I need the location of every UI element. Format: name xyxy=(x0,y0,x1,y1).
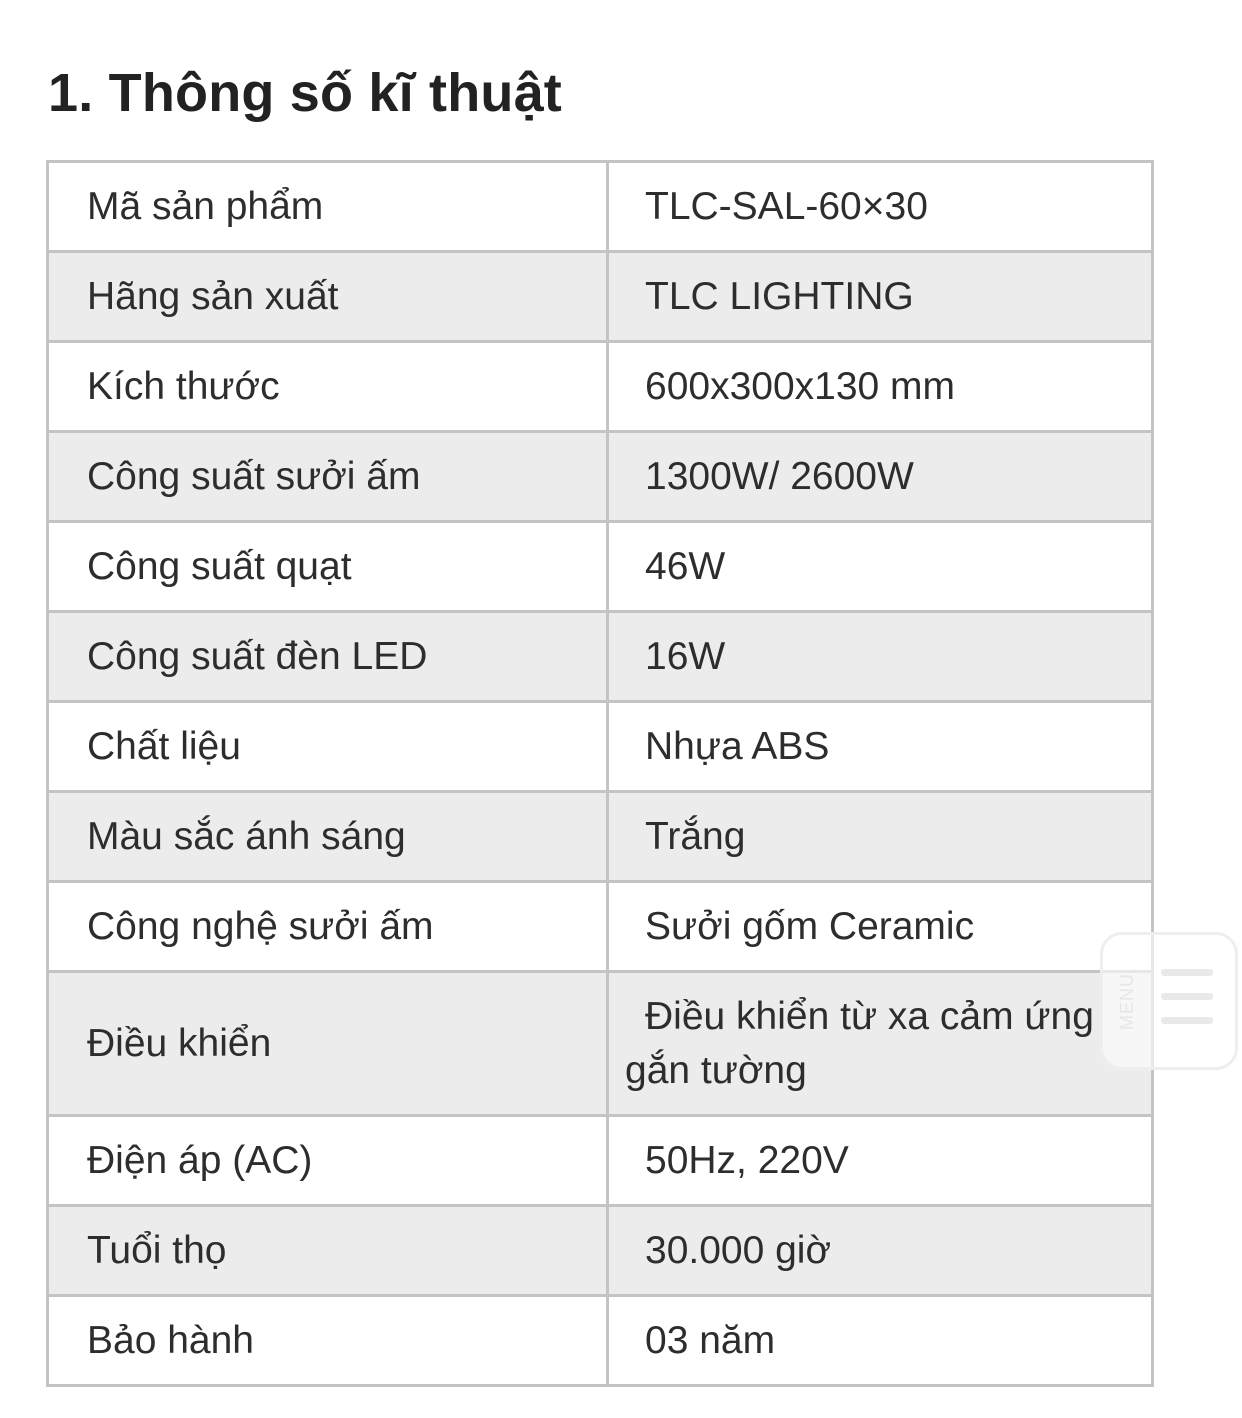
spec-label: Công suất đèn LED xyxy=(48,612,608,702)
spec-label: Kích thước xyxy=(48,342,608,432)
spec-label: Điện áp (AC) xyxy=(48,1116,608,1206)
spec-label: Mã sản phẩm xyxy=(48,162,608,252)
spec-value: 16W xyxy=(608,612,1153,702)
spec-value: Sưởi gốm Ceramic xyxy=(608,882,1153,972)
spec-label: Công suất quạt xyxy=(48,522,608,612)
spec-label: Màu sắc ánh sáng xyxy=(48,792,608,882)
spec-value: Trắng xyxy=(608,792,1153,882)
table-row xyxy=(48,1116,1153,1206)
spec-value: 30.000 giờ xyxy=(608,1206,1153,1296)
page-title: 1. Thông số kĩ thuật xyxy=(48,63,562,123)
spec-label: Bảo hành xyxy=(48,1296,608,1386)
table-row xyxy=(48,342,1153,432)
spec-value: TLC LIGHTING xyxy=(608,252,1153,342)
spec-value: Điều khiển từ xa cảm ứng gắn tường xyxy=(608,972,1153,1116)
spec-label: Hãng sản xuất xyxy=(48,252,608,342)
table-row xyxy=(48,432,1153,522)
menu-label: MENU xyxy=(1117,973,1137,1031)
table-of-contents-button[interactable] xyxy=(1100,932,1238,1070)
table-row xyxy=(48,882,1153,972)
spec-value: 03 năm xyxy=(608,1296,1153,1386)
spec-label: Công suất sưởi ấm xyxy=(48,432,608,522)
spec-label: Điều khiển xyxy=(48,972,608,1116)
table-row xyxy=(48,792,1153,882)
table-row xyxy=(48,702,1153,792)
table-row xyxy=(48,1296,1153,1386)
spec-value: TLC-SAL-60×30 xyxy=(608,162,1153,252)
spec-value: 1300W/ 2600W xyxy=(608,432,1153,522)
table-row xyxy=(48,522,1153,612)
spec-table xyxy=(46,160,1154,1387)
spec-label: Chất liệu xyxy=(48,702,608,792)
spec-label: Tuổi thọ xyxy=(48,1206,608,1296)
spec-value: 50Hz, 220V xyxy=(608,1116,1153,1206)
spec-value: Nhựa ABS xyxy=(608,702,1153,792)
table-row xyxy=(48,162,1153,252)
spec-label: Công nghệ sưởi ấm xyxy=(48,882,608,972)
spec-value: 600x300x130 mm xyxy=(608,342,1153,432)
table-row xyxy=(48,1206,1153,1296)
table-row xyxy=(48,612,1153,702)
table-row xyxy=(48,252,1153,342)
spec-value: 46W xyxy=(608,522,1153,612)
table-row xyxy=(48,972,1153,1116)
